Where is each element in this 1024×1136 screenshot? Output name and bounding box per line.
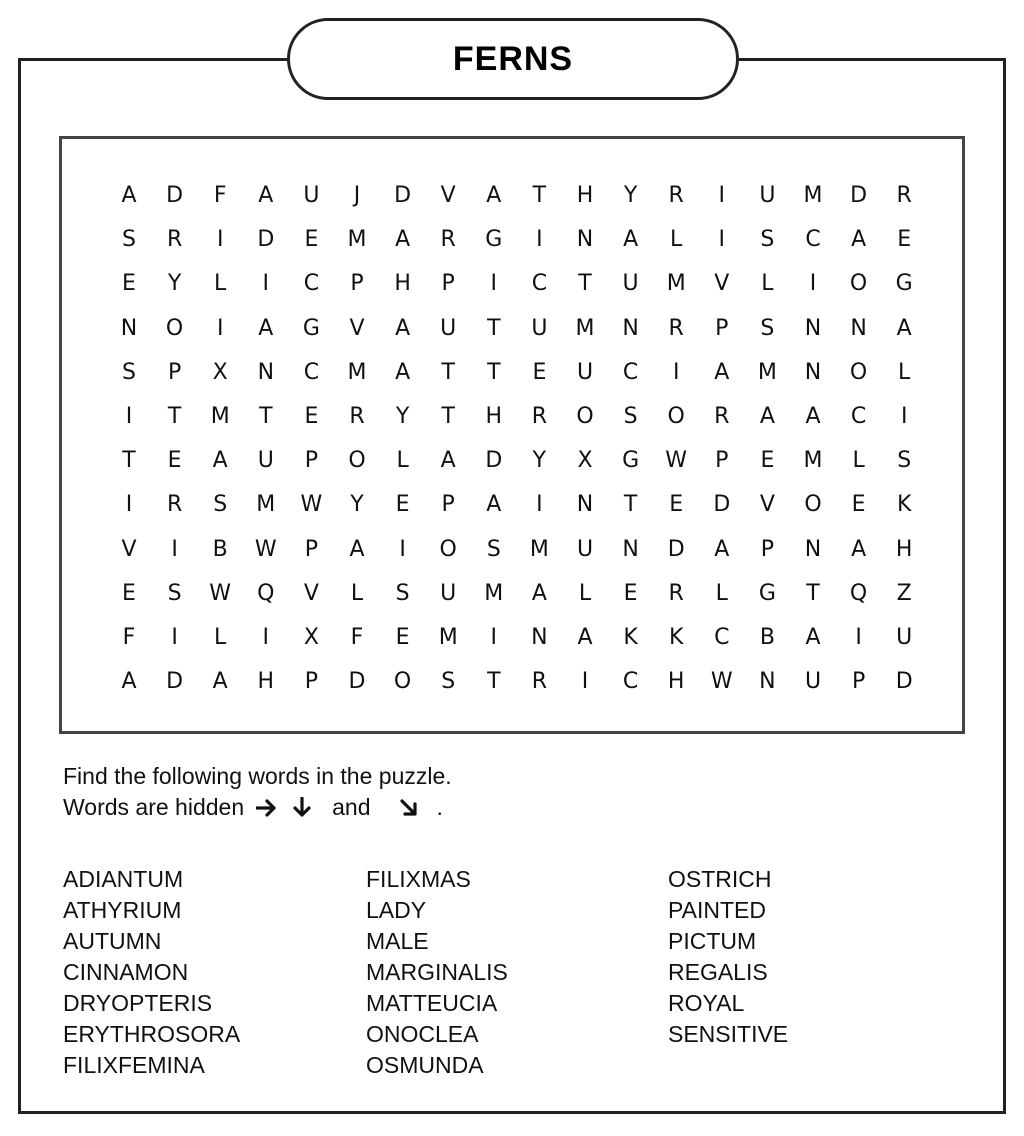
- grid-letter: Q: [257, 580, 275, 606]
- grid-letter: E: [532, 359, 547, 385]
- word-list-item: CINNAMON: [63, 959, 189, 985]
- grid-letter: E: [122, 580, 136, 606]
- word-list-item: PAINTED: [668, 897, 766, 923]
- grid-letter: L: [396, 448, 409, 474]
- word-list-item: ADIANTUM: [63, 866, 184, 892]
- grid-letter: E: [304, 404, 319, 429]
- grid-letter: D: [850, 183, 868, 208]
- grid-letter: I: [125, 404, 133, 429]
- grid-letter: T: [487, 315, 501, 341]
- grid-letter: A: [851, 227, 867, 253]
- grid-letter: N: [804, 315, 822, 341]
- grid-letter: A: [349, 536, 365, 562]
- grid-letter: U: [440, 315, 457, 341]
- grid-letter: A: [851, 536, 867, 562]
- grid-letter: I: [536, 492, 543, 518]
- grid-letter: C: [303, 271, 320, 297]
- grid-letter: L: [670, 227, 683, 253]
- instructions-line-1: Find the following words in the puzzle.: [63, 763, 452, 789]
- grid-letter: M: [484, 580, 504, 606]
- grid-letter: B: [759, 625, 775, 650]
- grid-letter: E: [623, 580, 638, 606]
- grid-letter: S: [122, 227, 136, 253]
- word-list-item: ATHYRIUM: [63, 897, 182, 923]
- arrow-down-right-icon: [399, 798, 419, 818]
- grid-letter: I: [399, 536, 406, 562]
- grid-letter: T: [441, 359, 455, 385]
- grid-letter: O: [165, 315, 184, 341]
- grid-letter: S: [122, 359, 136, 385]
- grid-letter: E: [122, 271, 136, 297]
- grid-letter: S: [760, 315, 775, 341]
- grid-letter: Y: [623, 183, 638, 208]
- word-list-item: ONOCLEA: [366, 1021, 479, 1047]
- grid-letter: T: [578, 271, 592, 297]
- grid-letter: I: [216, 227, 224, 253]
- grid-letter: I: [718, 227, 726, 253]
- grid-letter: N: [850, 315, 867, 341]
- grid-letter: A: [121, 669, 137, 695]
- grid-letter: R: [166, 227, 183, 253]
- grid-letter: D: [166, 669, 184, 695]
- word-list-column-2: [366, 864, 508, 1081]
- grid-letter: L: [715, 580, 728, 606]
- grid-letter: R: [668, 580, 684, 606]
- grid-letter: P: [715, 448, 729, 474]
- grid-letter: T: [487, 359, 501, 385]
- grid-letter: D: [485, 448, 503, 474]
- arrow-down-icon: [292, 797, 312, 819]
- word-list-item: FILIXMAS: [366, 866, 471, 892]
- grid-letter: R: [668, 183, 684, 208]
- grid-letter: G: [758, 580, 776, 606]
- grid-letter: N: [804, 359, 822, 385]
- grid-letter: E: [760, 448, 775, 474]
- grid-letter: W: [300, 492, 323, 518]
- word-list-item: FILIXFEMINA: [63, 1052, 205, 1078]
- grid-letter: O: [348, 448, 366, 474]
- grid-letter: K: [668, 625, 684, 650]
- word-list-item: PICTUM: [668, 928, 757, 954]
- grid-letter: A: [395, 315, 411, 341]
- grid-letter: S: [213, 492, 228, 518]
- grid-letter: E: [395, 492, 410, 518]
- grid-letter: A: [714, 536, 730, 562]
- grid-letter: A: [759, 404, 775, 429]
- grid-letter: B: [212, 536, 228, 562]
- grid-letter: M: [347, 227, 367, 253]
- grid-letter: E: [167, 448, 182, 474]
- grid-letter: M: [256, 492, 276, 518]
- grid-letter: P: [441, 271, 455, 297]
- grid-letter: U: [896, 625, 913, 650]
- word-list-item: ROYAL: [668, 990, 745, 1016]
- grid-letter: E: [851, 492, 866, 518]
- grid-letter: I: [536, 227, 543, 253]
- grid-letter: R: [166, 492, 183, 518]
- grid-letter: T: [441, 404, 455, 429]
- grid-letter: N: [622, 536, 639, 562]
- word-list-item: MARGINALIS: [366, 959, 508, 985]
- grid-letter: Y: [532, 448, 547, 474]
- grid-letter: I: [262, 625, 270, 650]
- grid-letter: L: [578, 580, 592, 606]
- grid-letter: L: [350, 580, 364, 606]
- grid-letter: V: [714, 271, 730, 297]
- grid-letter: M: [347, 359, 367, 385]
- grid-letter: N: [759, 669, 776, 695]
- grid-letter: A: [121, 183, 137, 208]
- grid-letter: I: [809, 271, 817, 297]
- grid-letter: I: [125, 492, 133, 518]
- grid-letter: A: [258, 315, 274, 341]
- grid-letter: S: [486, 536, 501, 562]
- grid-letter: I: [262, 271, 270, 297]
- arrow-right-icon: [256, 798, 278, 818]
- grid-letter: G: [302, 315, 320, 341]
- grid-letter: N: [576, 227, 594, 253]
- grid-letter: R: [668, 315, 684, 341]
- grid-letter: H: [576, 183, 594, 208]
- grid-letter: O: [804, 492, 822, 518]
- grid-letter: S: [623, 404, 638, 429]
- grid-letter: Y: [395, 404, 410, 429]
- word-list-item: OSTRICH: [668, 866, 772, 892]
- grid-letter: T: [806, 580, 820, 606]
- grid-letter: S: [441, 669, 456, 695]
- grid-letter: N: [257, 359, 275, 385]
- grid-letter: R: [714, 404, 730, 429]
- grid-letter: P: [760, 536, 775, 562]
- grid-letter: A: [395, 227, 411, 253]
- grid-letter: S: [897, 448, 912, 474]
- grid-letter: I: [490, 271, 498, 297]
- grid-letter: O: [849, 271, 868, 297]
- grid-letter: A: [531, 580, 547, 606]
- grid-letter: O: [439, 536, 457, 562]
- grid-letter: I: [171, 536, 178, 562]
- grid-letter: C: [850, 404, 867, 429]
- grid-letter: W: [254, 536, 277, 562]
- grid-letter: R: [531, 404, 548, 429]
- grid-letter: P: [304, 669, 319, 695]
- grid-letter: D: [166, 183, 184, 208]
- grid-letter: K: [896, 492, 912, 518]
- grid-letter: P: [304, 448, 319, 474]
- grid-letter: A: [486, 183, 502, 208]
- grid-letter: X: [303, 625, 319, 650]
- grid-letter: S: [395, 580, 410, 606]
- grid-letter: H: [394, 271, 411, 297]
- grid-letter: E: [395, 625, 410, 650]
- grid-letter: H: [485, 404, 503, 429]
- grid-letter: I: [900, 404, 908, 429]
- grid-letter: Y: [167, 271, 182, 297]
- instructions: [63, 761, 452, 823]
- grid-letter: U: [622, 271, 639, 297]
- grid-letter: K: [623, 625, 638, 650]
- grid-letter: L: [214, 625, 227, 650]
- grid-letter: X: [212, 359, 228, 385]
- grid-letter: M: [575, 315, 595, 341]
- grid-letter: P: [304, 536, 319, 562]
- grid-letter: R: [440, 227, 456, 253]
- grid-letter: A: [486, 492, 502, 518]
- grid-letter: C: [714, 625, 730, 650]
- title-banner: [287, 18, 739, 100]
- grid-letter: U: [440, 580, 457, 606]
- grid-letter: E: [897, 227, 912, 253]
- grid-letter: U: [531, 315, 548, 341]
- grid-letter: N: [120, 315, 138, 341]
- grid-letter: O: [393, 669, 412, 695]
- grid-letter: A: [714, 359, 730, 385]
- grid-letter: G: [895, 271, 913, 297]
- grid-letter: R: [349, 404, 365, 429]
- grid-letter: R: [896, 183, 912, 208]
- grid-letter: L: [214, 271, 227, 297]
- grid-letter: A: [212, 448, 228, 474]
- grid-letter: R: [531, 669, 548, 695]
- grid-letter: O: [849, 359, 868, 385]
- grid-letter: I: [581, 669, 589, 695]
- grid-letter: C: [805, 227, 821, 253]
- grid-letter: T: [259, 404, 273, 429]
- grid-letter: L: [852, 448, 865, 474]
- grid-letter: Q: [849, 580, 868, 606]
- grid-letter: N: [531, 625, 548, 650]
- grid-letter: D: [667, 536, 685, 562]
- grid-letter: A: [577, 625, 593, 650]
- grid-letter: U: [804, 669, 822, 695]
- grid-letter: F: [122, 625, 136, 650]
- grid-letter: N: [576, 492, 594, 518]
- grid-letter: X: [577, 448, 593, 474]
- grid-letter: C: [622, 669, 639, 695]
- word-list-item: DRYOPTERIS: [63, 990, 213, 1016]
- grid-letter: I: [216, 315, 224, 341]
- grid-letter: M: [757, 359, 777, 385]
- page-title: FERNS: [452, 39, 574, 78]
- grid-letter: L: [898, 359, 911, 385]
- grid-letter: N: [804, 536, 822, 562]
- grid-letter: P: [851, 669, 866, 695]
- word-list-item: LADY: [366, 897, 427, 923]
- grid-letter: H: [895, 536, 913, 562]
- grid-letter: H: [667, 669, 685, 695]
- grid-letter: D: [895, 669, 913, 695]
- grid-letter: M: [803, 183, 823, 208]
- grid-letter: T: [623, 492, 638, 518]
- grid-letter: V: [121, 536, 137, 562]
- grid-letter: C: [531, 271, 548, 297]
- instructions-and: and: [332, 794, 371, 820]
- grid-letter: U: [303, 183, 320, 208]
- grid-letter: G: [485, 227, 503, 253]
- grid-letter: S: [760, 227, 775, 253]
- grid-letter: M: [438, 625, 458, 650]
- grid-letter: A: [258, 183, 274, 208]
- grid-letter: U: [759, 183, 776, 208]
- grid-letter: W: [665, 448, 688, 474]
- instructions-line-2: [63, 792, 452, 823]
- word-list-item: AUTUMN: [63, 928, 162, 954]
- grid-letter: D: [394, 183, 412, 208]
- grid-letter: P: [167, 359, 182, 385]
- grid-letter: I: [718, 183, 726, 208]
- grid-letter: V: [440, 183, 456, 208]
- grid-letter: M: [666, 271, 686, 297]
- grid-letter: H: [257, 669, 275, 695]
- grid-letter: A: [896, 315, 912, 341]
- word-list-item: REGALIS: [668, 959, 768, 985]
- grid-letter: A: [440, 448, 456, 474]
- grid-letter: V: [759, 492, 775, 518]
- word-list-item: SENSITIVE: [668, 1021, 789, 1047]
- grid-letter: T: [122, 448, 136, 474]
- grid-letter: A: [805, 625, 821, 650]
- grid-letter: J: [353, 183, 361, 208]
- grid-letter: F: [213, 183, 227, 208]
- word-list-column-1: [63, 864, 240, 1081]
- grid-letter: I: [855, 625, 862, 650]
- grid-letter: P: [715, 315, 729, 341]
- grid-letter: L: [761, 271, 774, 297]
- grid-letter: A: [395, 359, 411, 385]
- grid-letter: C: [622, 359, 639, 385]
- grid-letter: M: [803, 448, 823, 474]
- grid-letter: U: [576, 536, 594, 562]
- grid-letter: M: [529, 536, 549, 562]
- word-list-item: OSMUNDA: [366, 1052, 484, 1078]
- word-list-item: ERYTHROSORA: [63, 1021, 241, 1047]
- grid-letter: O: [667, 404, 685, 429]
- grid-letter: A: [623, 227, 639, 253]
- grid-letter: U: [257, 448, 274, 474]
- grid-letter: D: [713, 492, 731, 518]
- grid-letter: D: [348, 669, 366, 695]
- grid-letter: V: [349, 315, 365, 341]
- grid-letter: D: [257, 227, 275, 253]
- grid-letter: P: [441, 492, 455, 518]
- grid-letter: T: [487, 669, 501, 695]
- grid-letter: S: [167, 580, 182, 606]
- grid-letter: I: [490, 625, 498, 650]
- grid-letter: A: [212, 669, 228, 695]
- grid-letter: I: [171, 625, 178, 650]
- grid-letter: N: [622, 315, 639, 341]
- grid-letter: E: [304, 227, 319, 253]
- grid-letter: F: [350, 625, 364, 650]
- grid-letter: V: [303, 580, 319, 606]
- instructions-prefix: Words are hidden: [63, 794, 245, 820]
- grid-letter: Z: [896, 580, 912, 606]
- grid-letter: O: [576, 404, 594, 429]
- word-list-item: MATTEUCIA: [366, 990, 498, 1016]
- grid-letter: P: [350, 271, 364, 297]
- word-list-item: MALE: [366, 928, 429, 954]
- grid-letter: A: [805, 404, 821, 429]
- grid-letter: I: [672, 359, 680, 385]
- grid-letter: T: [167, 404, 182, 429]
- grid-letter: T: [532, 183, 547, 208]
- grid-letter: W: [209, 580, 232, 606]
- word-list-column-3: [668, 864, 788, 1050]
- grid-letter: G: [622, 448, 640, 474]
- grid-letter: E: [669, 492, 684, 518]
- grid-letter: W: [710, 669, 733, 695]
- grid-letter: Y: [350, 492, 364, 518]
- grid-letter: M: [210, 404, 230, 429]
- grid-letter: C: [303, 359, 320, 385]
- grid-letter: U: [576, 359, 594, 385]
- instructions-period: .: [436, 794, 443, 820]
